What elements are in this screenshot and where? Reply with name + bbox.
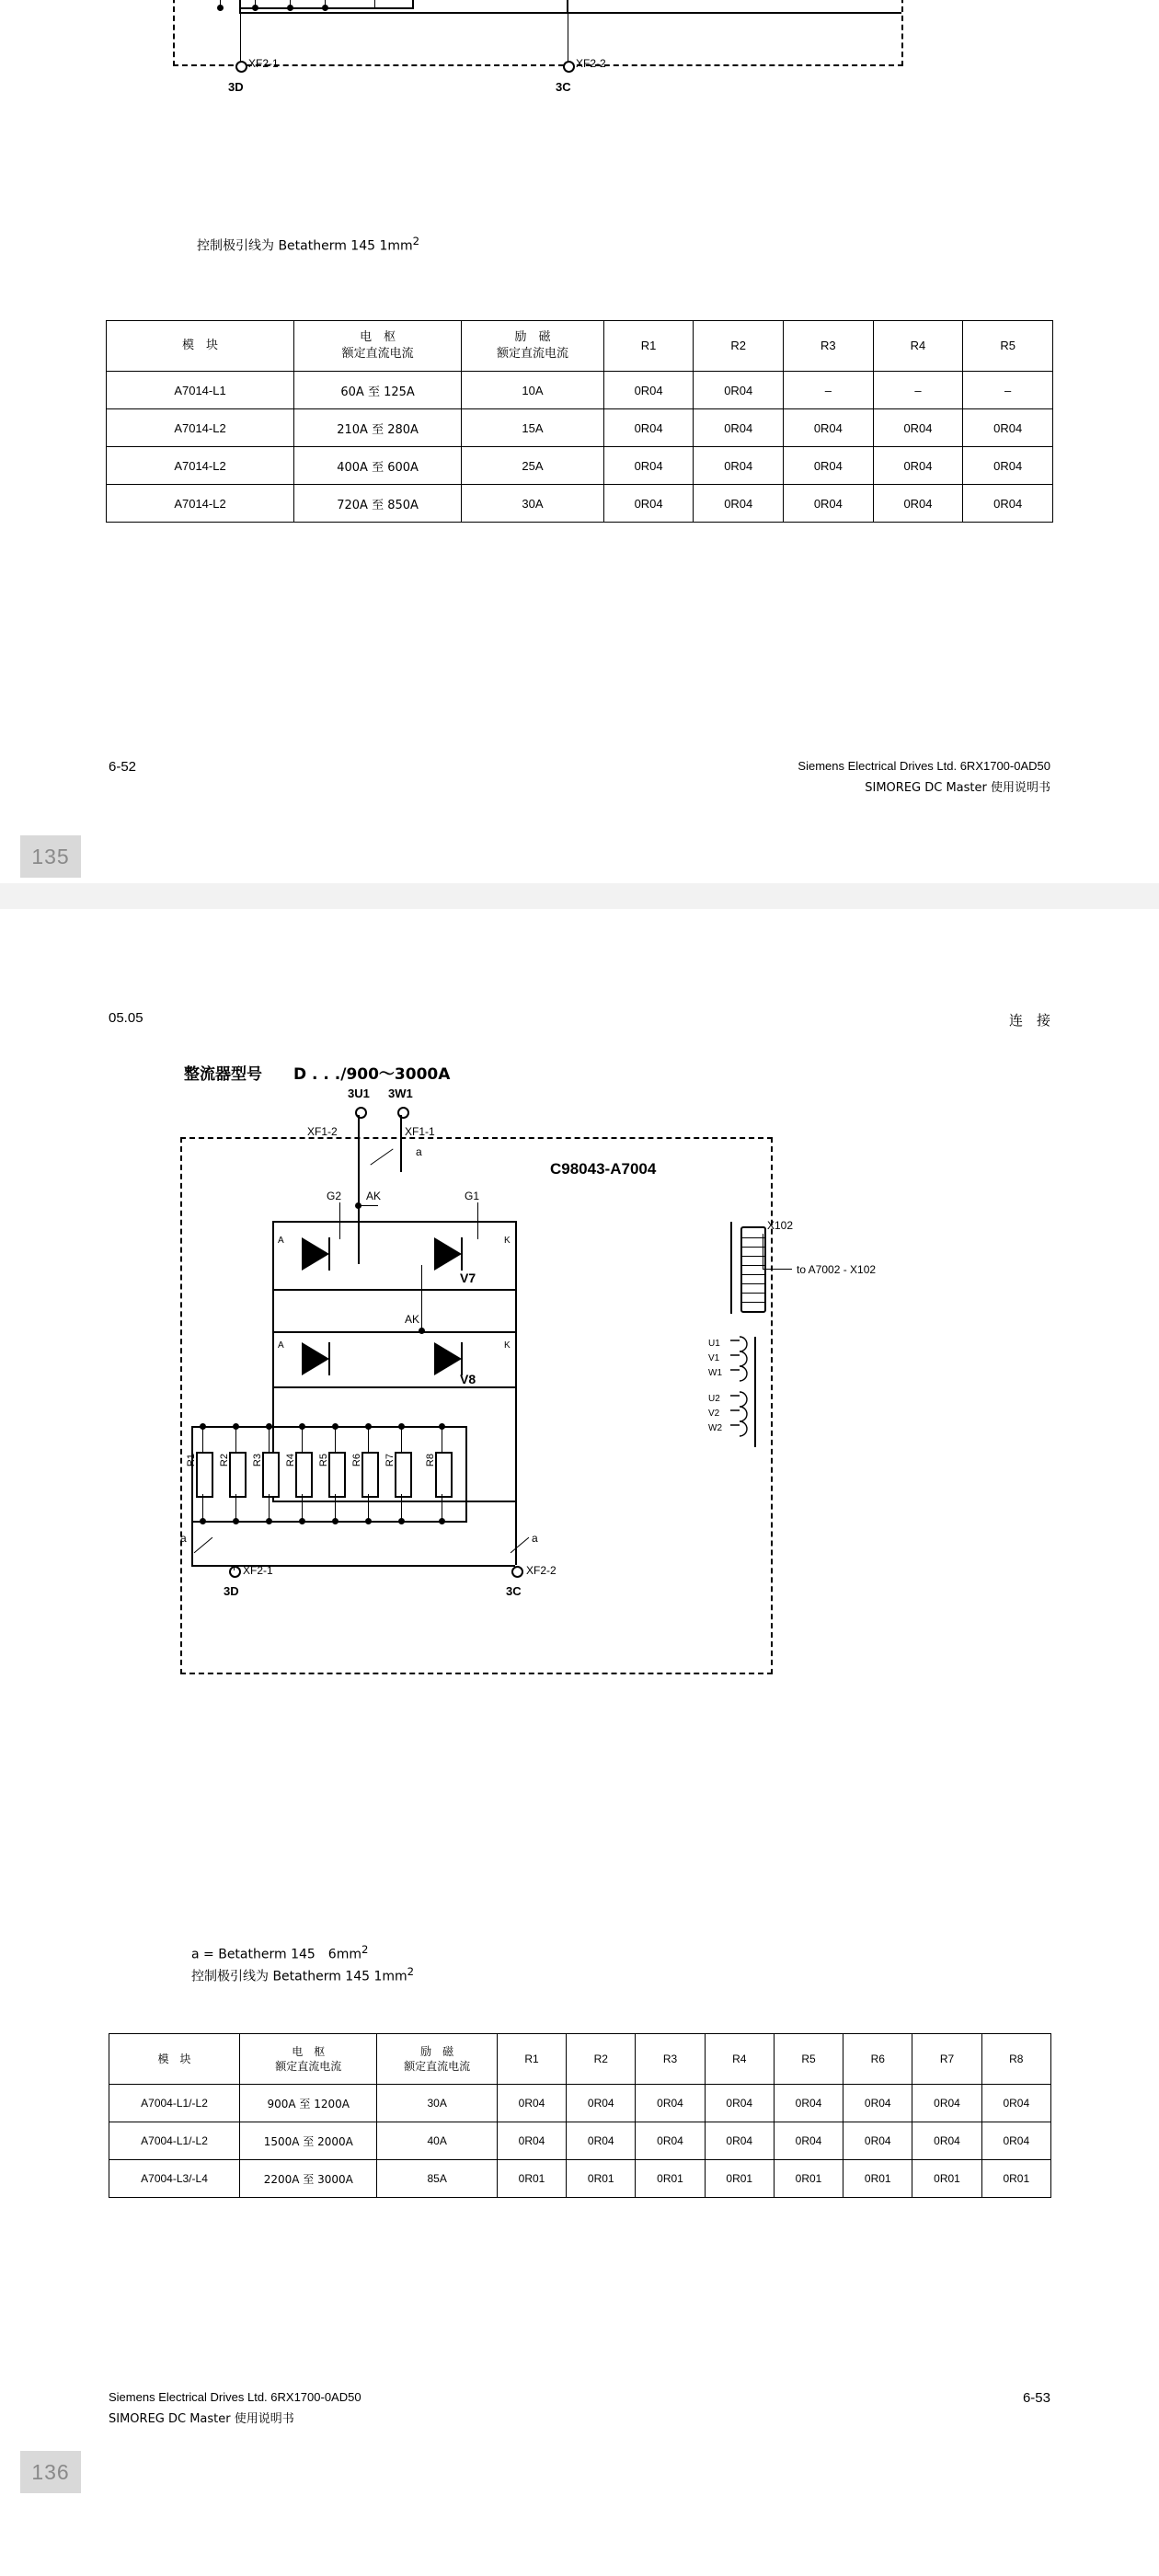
- connector-x102-bus: [730, 1222, 732, 1314]
- cell-r3: 0R01: [636, 2160, 705, 2198]
- dc-left-drop: [191, 1521, 193, 1565]
- th-r2: R2: [694, 321, 784, 372]
- coil-label-w2: W2: [708, 1423, 722, 1433]
- cell-module: A7014-L1: [107, 372, 294, 409]
- cell-r1: 0R04: [603, 409, 694, 447]
- resistor-r5: [328, 1452, 346, 1498]
- marker-a-top: a: [416, 1145, 422, 1158]
- tag-xf1-2: XF1-2: [307, 1125, 338, 1138]
- cell-armature: 720A 至 850A: [294, 485, 462, 523]
- diagram-note-1-text: 控制极引线为 Betatherm 145 1mm: [197, 238, 413, 254]
- cell-r2: 0R04: [694, 409, 784, 447]
- feeder-3u1: [358, 1115, 360, 1264]
- terminal-tag-xf2-2: XF2-2: [576, 57, 606, 70]
- cell-r5: 0R04: [774, 2122, 843, 2160]
- cell-module: A7004-L1/-L2: [109, 2085, 240, 2122]
- cell-r4: –: [873, 372, 963, 409]
- th-armature: 电 枢 额定直流电流: [240, 2034, 377, 2085]
- page-separator: [0, 883, 1159, 909]
- label-cathode-top: K: [504, 1236, 511, 1246]
- coil-label-v2: V2: [708, 1409, 720, 1419]
- cell-field: 30A: [462, 485, 604, 523]
- terminal-3c-circle: [511, 1566, 523, 1578]
- terminal-label-3d: 3D: [224, 1584, 239, 1598]
- cell-r3: 0R04: [784, 447, 874, 485]
- resistor-rail-right: [412, 0, 414, 9]
- table-row: [107, 485, 1053, 523]
- th-field: 励 磁 额定直流电流: [462, 321, 604, 372]
- resistor-label-r4: R4: [285, 1454, 296, 1467]
- v7-bottom-rail: [272, 1289, 517, 1291]
- footer-left-line2: SIMOREG DC Master 使用说明书: [109, 2412, 294, 2426]
- resistor-r1: [196, 1452, 213, 1498]
- cell-r4: 0R04: [705, 2122, 774, 2160]
- cell-r1: 0R01: [497, 2160, 566, 2198]
- coil-windings-icon: [729, 1335, 760, 1451]
- th-r1: R1: [497, 2034, 566, 2085]
- tag-xf1-1: XF1-1: [405, 1125, 435, 1138]
- th-r2: R2: [567, 2034, 636, 2085]
- feeder-3w1: [400, 1115, 402, 1172]
- cell-r6: 0R01: [843, 2160, 912, 2198]
- gate-label-g1: G1: [465, 1190, 480, 1202]
- coil-label-u1: U1: [708, 1339, 720, 1349]
- cell-r3: 0R04: [636, 2085, 705, 2122]
- th-r5: R5: [774, 2034, 843, 2085]
- diagram-note-a-sup: 2: [361, 1943, 369, 1956]
- v7-top-rail: [272, 1221, 517, 1223]
- th-r1: R1: [603, 321, 694, 372]
- diagram-note-1-sup: 2: [412, 235, 420, 247]
- circuit-diagram-a7004: [0, 1087, 1159, 1696]
- table-row: [107, 447, 1053, 485]
- label-anode-top: A: [278, 1236, 284, 1246]
- cell-r5: 0R04: [963, 485, 1053, 523]
- table-row: [107, 409, 1053, 447]
- cell-r3: –: [784, 372, 874, 409]
- resistor-label-r2: R2: [219, 1454, 230, 1467]
- th-module: 模 块: [107, 321, 294, 372]
- diagram-note-b-text: 控制极引线为 Betatherm 145 1mm: [191, 1969, 407, 1984]
- terminal-tag-xf2-2: XF2-2: [526, 1564, 557, 1577]
- cell-armature: 60A 至 125A: [294, 372, 462, 409]
- mid-bus-right: [515, 1289, 517, 1388]
- cell-r3: 0R04: [784, 409, 874, 447]
- terminal-3d-circle: [235, 61, 247, 73]
- gate-label-ak-top: AK: [366, 1190, 382, 1202]
- thyristor-v7-right: [429, 1234, 480, 1274]
- cell-r7: 0R04: [912, 2085, 981, 2122]
- page-number-6-53: 6-53: [1022, 2390, 1050, 2406]
- cell-module: A7014-L2: [107, 485, 294, 523]
- diagram-note-b-sup: 2: [407, 1965, 415, 1978]
- cell-r7: 0R04: [912, 2122, 981, 2160]
- terminal-label-3d: 3D: [228, 80, 244, 94]
- cell-module: A7004-L3/-L4: [109, 2160, 240, 2198]
- terminal-3d-circle: [229, 1566, 241, 1578]
- cell-r1: 0R04: [497, 2085, 566, 2122]
- document-page-2: [0, 909, 1159, 2501]
- diagram-dashed-boundary: [180, 1137, 773, 1674]
- cell-module: A7014-L2: [107, 409, 294, 447]
- label-anode-mid: A: [278, 1340, 284, 1351]
- dc-right-drop: [515, 1501, 517, 1565]
- diagram-dashed-boundary: [173, 0, 903, 66]
- resistor-label-r1: R1: [186, 1454, 197, 1467]
- terminal-label-3c: 3C: [506, 1584, 522, 1598]
- label-cathode-mid: K: [504, 1340, 511, 1351]
- connector-label-x102: X102: [767, 1219, 794, 1232]
- th-r5: R5: [963, 321, 1053, 372]
- footer-right-line1: Siemens Electrical Drives Ltd. 6RX1700-0AD50: [798, 759, 1050, 773]
- cell-r5: 0R04: [774, 2085, 843, 2122]
- cell-r8: 0R01: [981, 2160, 1050, 2198]
- cell-r4: 0R04: [705, 2085, 774, 2122]
- th-r4: R4: [873, 321, 963, 372]
- resistor-bank-right-rail: [465, 1426, 467, 1523]
- resistor-r3: [262, 1452, 280, 1498]
- table-row: [109, 2085, 1051, 2122]
- diagram-note-a: [191, 1943, 368, 1963]
- resistor-label-r3: R3: [252, 1454, 263, 1467]
- resistor-r7: [395, 1452, 412, 1498]
- th-r6: R6: [843, 2034, 912, 2085]
- terminal-3w1: 3W1: [388, 1087, 413, 1100]
- document-page-1: [0, 0, 1159, 883]
- terminal-label-3c: 3C: [556, 80, 571, 94]
- cell-r7: 0R01: [912, 2160, 981, 2198]
- mid-bus-left: [272, 1289, 274, 1388]
- th-r7: R7: [912, 2034, 981, 2085]
- v8-top-rail: [272, 1331, 517, 1333]
- dc-bottom-rail: [191, 1565, 515, 1567]
- resistor-r6: [361, 1452, 379, 1498]
- th-r3: R3: [636, 2034, 705, 2085]
- cell-r1: 0R04: [497, 2122, 566, 2160]
- cell-r4: 0R04: [873, 409, 963, 447]
- cell-armature: 900A 至 1200A: [240, 2085, 377, 2122]
- resistor-label-r8: R8: [425, 1454, 436, 1467]
- cell-field: 25A: [462, 447, 604, 485]
- cell-r4: 0R04: [873, 485, 963, 523]
- cell-r1: 0R04: [603, 485, 694, 523]
- cell-r1: 0R04: [603, 447, 694, 485]
- page-badge-136: 136: [20, 2451, 81, 2493]
- bottom-bus: [239, 12, 901, 14]
- cell-armature: 210A 至 280A: [294, 409, 462, 447]
- resistor-r8: [435, 1452, 453, 1498]
- cell-field: 85A: [377, 2160, 497, 2198]
- terminal-3w1-circle: [397, 1107, 409, 1119]
- cell-armature: 1500A 至 2000A: [240, 2122, 377, 2160]
- spec-table-a7004: [109, 2033, 1051, 2198]
- v7-left-rail: [272, 1221, 274, 1291]
- cell-r8: 0R04: [981, 2085, 1050, 2122]
- cell-r1: 0R04: [603, 372, 694, 409]
- marker-a-left: a: [180, 1532, 187, 1545]
- cell-module: A7004-L1/-L2: [109, 2122, 240, 2160]
- cell-field: 15A: [462, 409, 604, 447]
- circuit-diagram-top: [0, 0, 1159, 221]
- table-row: [109, 2122, 1051, 2160]
- th-armature: 电 枢 额定直流电流: [294, 321, 462, 372]
- lower-bus-right: [515, 1386, 517, 1502]
- coil-label-v1: V1: [708, 1353, 720, 1363]
- cell-field: 10A: [462, 372, 604, 409]
- cell-r5: –: [963, 372, 1053, 409]
- coil-label-u2: U2: [708, 1394, 720, 1404]
- table-row: [107, 372, 1053, 409]
- table-header-row: [107, 321, 1053, 372]
- spec-table-a7014: [106, 320, 1053, 523]
- cell-armature: 2200A 至 3000A: [240, 2160, 377, 2198]
- header-section-title: 连 接: [1008, 1012, 1050, 1029]
- cell-r2: 0R01: [567, 2160, 636, 2198]
- board-code-label: C98043-A7004: [550, 1160, 657, 1178]
- table-header-row: [109, 2034, 1051, 2085]
- cell-r2: 0R04: [567, 2122, 636, 2160]
- th-r4: R4: [705, 2034, 774, 2085]
- thyristor-v7-left: [296, 1234, 348, 1274]
- cell-r6: 0R04: [843, 2122, 912, 2160]
- cell-r2: 0R04: [567, 2085, 636, 2122]
- cell-armature: 400A 至 600A: [294, 447, 462, 485]
- thyristor-label-v8: V8: [460, 1372, 476, 1386]
- thyristor-label-v7: V7: [460, 1271, 476, 1285]
- cell-r5: 0R04: [963, 447, 1053, 485]
- gate-label-g2: G2: [327, 1190, 342, 1202]
- terminal-3c-circle: [563, 61, 575, 73]
- rectifier-type-title: 整流器型号 D . . ./900～3000A: [184, 1065, 451, 1084]
- resistor-label-r7: R7: [384, 1454, 396, 1467]
- diagram-note-b: [191, 1965, 414, 1985]
- thyristor-v8-left: [296, 1339, 348, 1379]
- resistor-label-r5: R5: [318, 1454, 329, 1467]
- terminal-tag-xf2-1: XF2-1: [248, 57, 279, 70]
- diagram-note-a-text: a = Betatherm 145 6mm: [191, 1947, 361, 1962]
- footer-right-line2: SIMOREG DC Master 使用说明书: [865, 781, 1050, 795]
- footer-left-line1: Siemens Electrical Drives Ltd. 6RX1700-0AD50: [109, 2390, 361, 2404]
- terminal-3u1-circle: [355, 1107, 367, 1119]
- cell-r5: 0R01: [774, 2160, 843, 2198]
- resistor-bank-left-rail: [191, 1426, 193, 1523]
- cell-r4: 0R01: [705, 2160, 774, 2198]
- cell-r2: 0R04: [694, 447, 784, 485]
- page-badge-135: 135: [20, 835, 81, 878]
- th-field: 励 磁 额定直流电流: [377, 2034, 497, 2085]
- cell-r4: 0R04: [873, 447, 963, 485]
- th-r3: R3: [784, 321, 874, 372]
- diagram-note-1: [197, 235, 419, 255]
- gate-label-ak-mid: AK: [405, 1313, 420, 1326]
- cell-r2: 0R04: [694, 485, 784, 523]
- cell-r5: 0R04: [963, 409, 1053, 447]
- v8-bottom-rail: [272, 1386, 517, 1388]
- resistor-label-r6: R6: [351, 1454, 362, 1467]
- cell-r3: 0R04: [636, 2122, 705, 2160]
- terminal-3u1: 3U1: [348, 1087, 370, 1100]
- cell-r8: 0R04: [981, 2122, 1050, 2160]
- resistor-r2: [229, 1452, 247, 1498]
- cell-r2: 0R04: [694, 372, 784, 409]
- terminal-tag-xf2-1: XF2-1: [243, 1564, 273, 1577]
- table-row: [109, 2160, 1051, 2198]
- page-number-6-52: 6-52: [109, 759, 137, 775]
- cell-field: 30A: [377, 2085, 497, 2122]
- marker-a-right: a: [532, 1532, 538, 1545]
- connector-note-x102: to A7002 - X102: [797, 1263, 877, 1276]
- cell-field: 40A: [377, 2122, 497, 2160]
- th-r8: R8: [981, 2034, 1050, 2085]
- cell-module: A7014-L2: [107, 447, 294, 485]
- lower-bus-bottom: [272, 1501, 517, 1502]
- cell-r3: 0R04: [784, 485, 874, 523]
- coil-label-w1: W1: [708, 1368, 722, 1378]
- v7-right-rail: [515, 1221, 517, 1291]
- resistor-r4: [295, 1452, 313, 1498]
- cell-r6: 0R04: [843, 2085, 912, 2122]
- header-date: 05.05: [109, 1010, 143, 1026]
- th-module: 模 块: [109, 2034, 240, 2085]
